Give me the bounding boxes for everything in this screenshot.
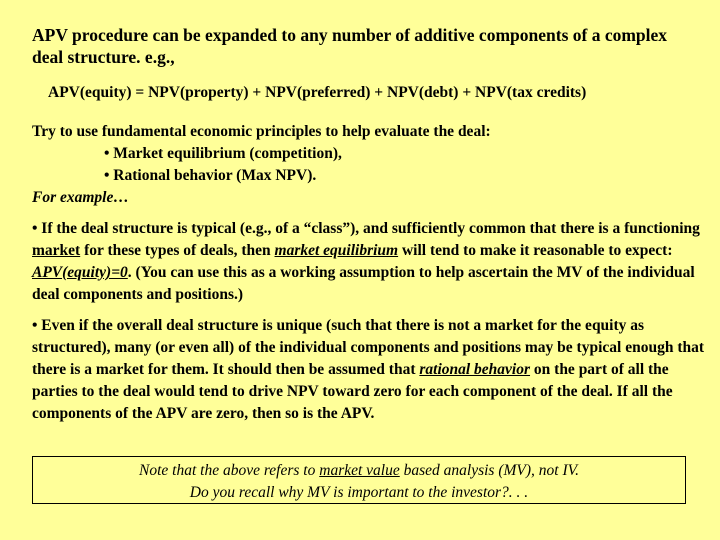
p1-text-4: . (You can use this as a working assumption to help ascertain the MV of the individual deal components and positions.) [32, 264, 695, 303]
note-text-1a: Note that the above refers to [139, 462, 320, 479]
slide-title: APV procedure can be expanded to any number of additive components of a complex deal structure. e.g., [32, 25, 668, 67]
p1-text-2: for these types of deals, then [80, 242, 275, 259]
p2-text-2: on the part of all the parties to the deal would tend to drive NPV toward zero for each component of the deal. If all the components of the APV are zero, then so is the APV. [32, 361, 673, 422]
p1-text-1: • If the deal structure is typical (e.g., of a “class”), and sufficiently common that there is a functioning [32, 220, 700, 237]
intro-lead: Try to use fundamental economic principles to help evaluate the deal: [32, 123, 491, 140]
bullet-market-equilibrium: • Market equilibrium (competition), [104, 145, 342, 162]
intro-block [32, 121, 702, 209]
p1-market-term: market [32, 242, 81, 259]
apv-equation: APV(equity) = NPV(property) + NPV(preferred) + NPV(debt) + NPV(tax credits) [48, 84, 587, 101]
note-text-1b: based analysis (MV), not IV. [399, 462, 579, 479]
paragraph-typical-deal [32, 218, 704, 306]
note-market-value-term: market value [319, 462, 400, 479]
p1-text-3: will tend to make it reasonable to expect: [398, 242, 673, 259]
bullet-rational-behavior: • Rational behavior (Max NPV). [104, 167, 317, 184]
note-line-1 [33, 460, 685, 482]
p1-market-equilibrium-term: market equilibrium [274, 242, 399, 259]
p2-rational-behavior-term: rational behavior [419, 361, 531, 378]
paragraph-unique-deal [32, 315, 704, 425]
for-example-label: For example… [32, 189, 129, 206]
p1-apv-zero-term: APV(equity)=0 [32, 264, 128, 281]
note-line-2: Do you recall why MV is important to the investor?. . . [189, 484, 529, 501]
note-box [32, 456, 686, 504]
p2-text-1: • Even if the overall deal structure is unique (such that there is not a market for the equity as structured), many (or even all) of the individual components and positions may be typical enough that there is a market for them. It should then be assumed that [32, 317, 705, 378]
